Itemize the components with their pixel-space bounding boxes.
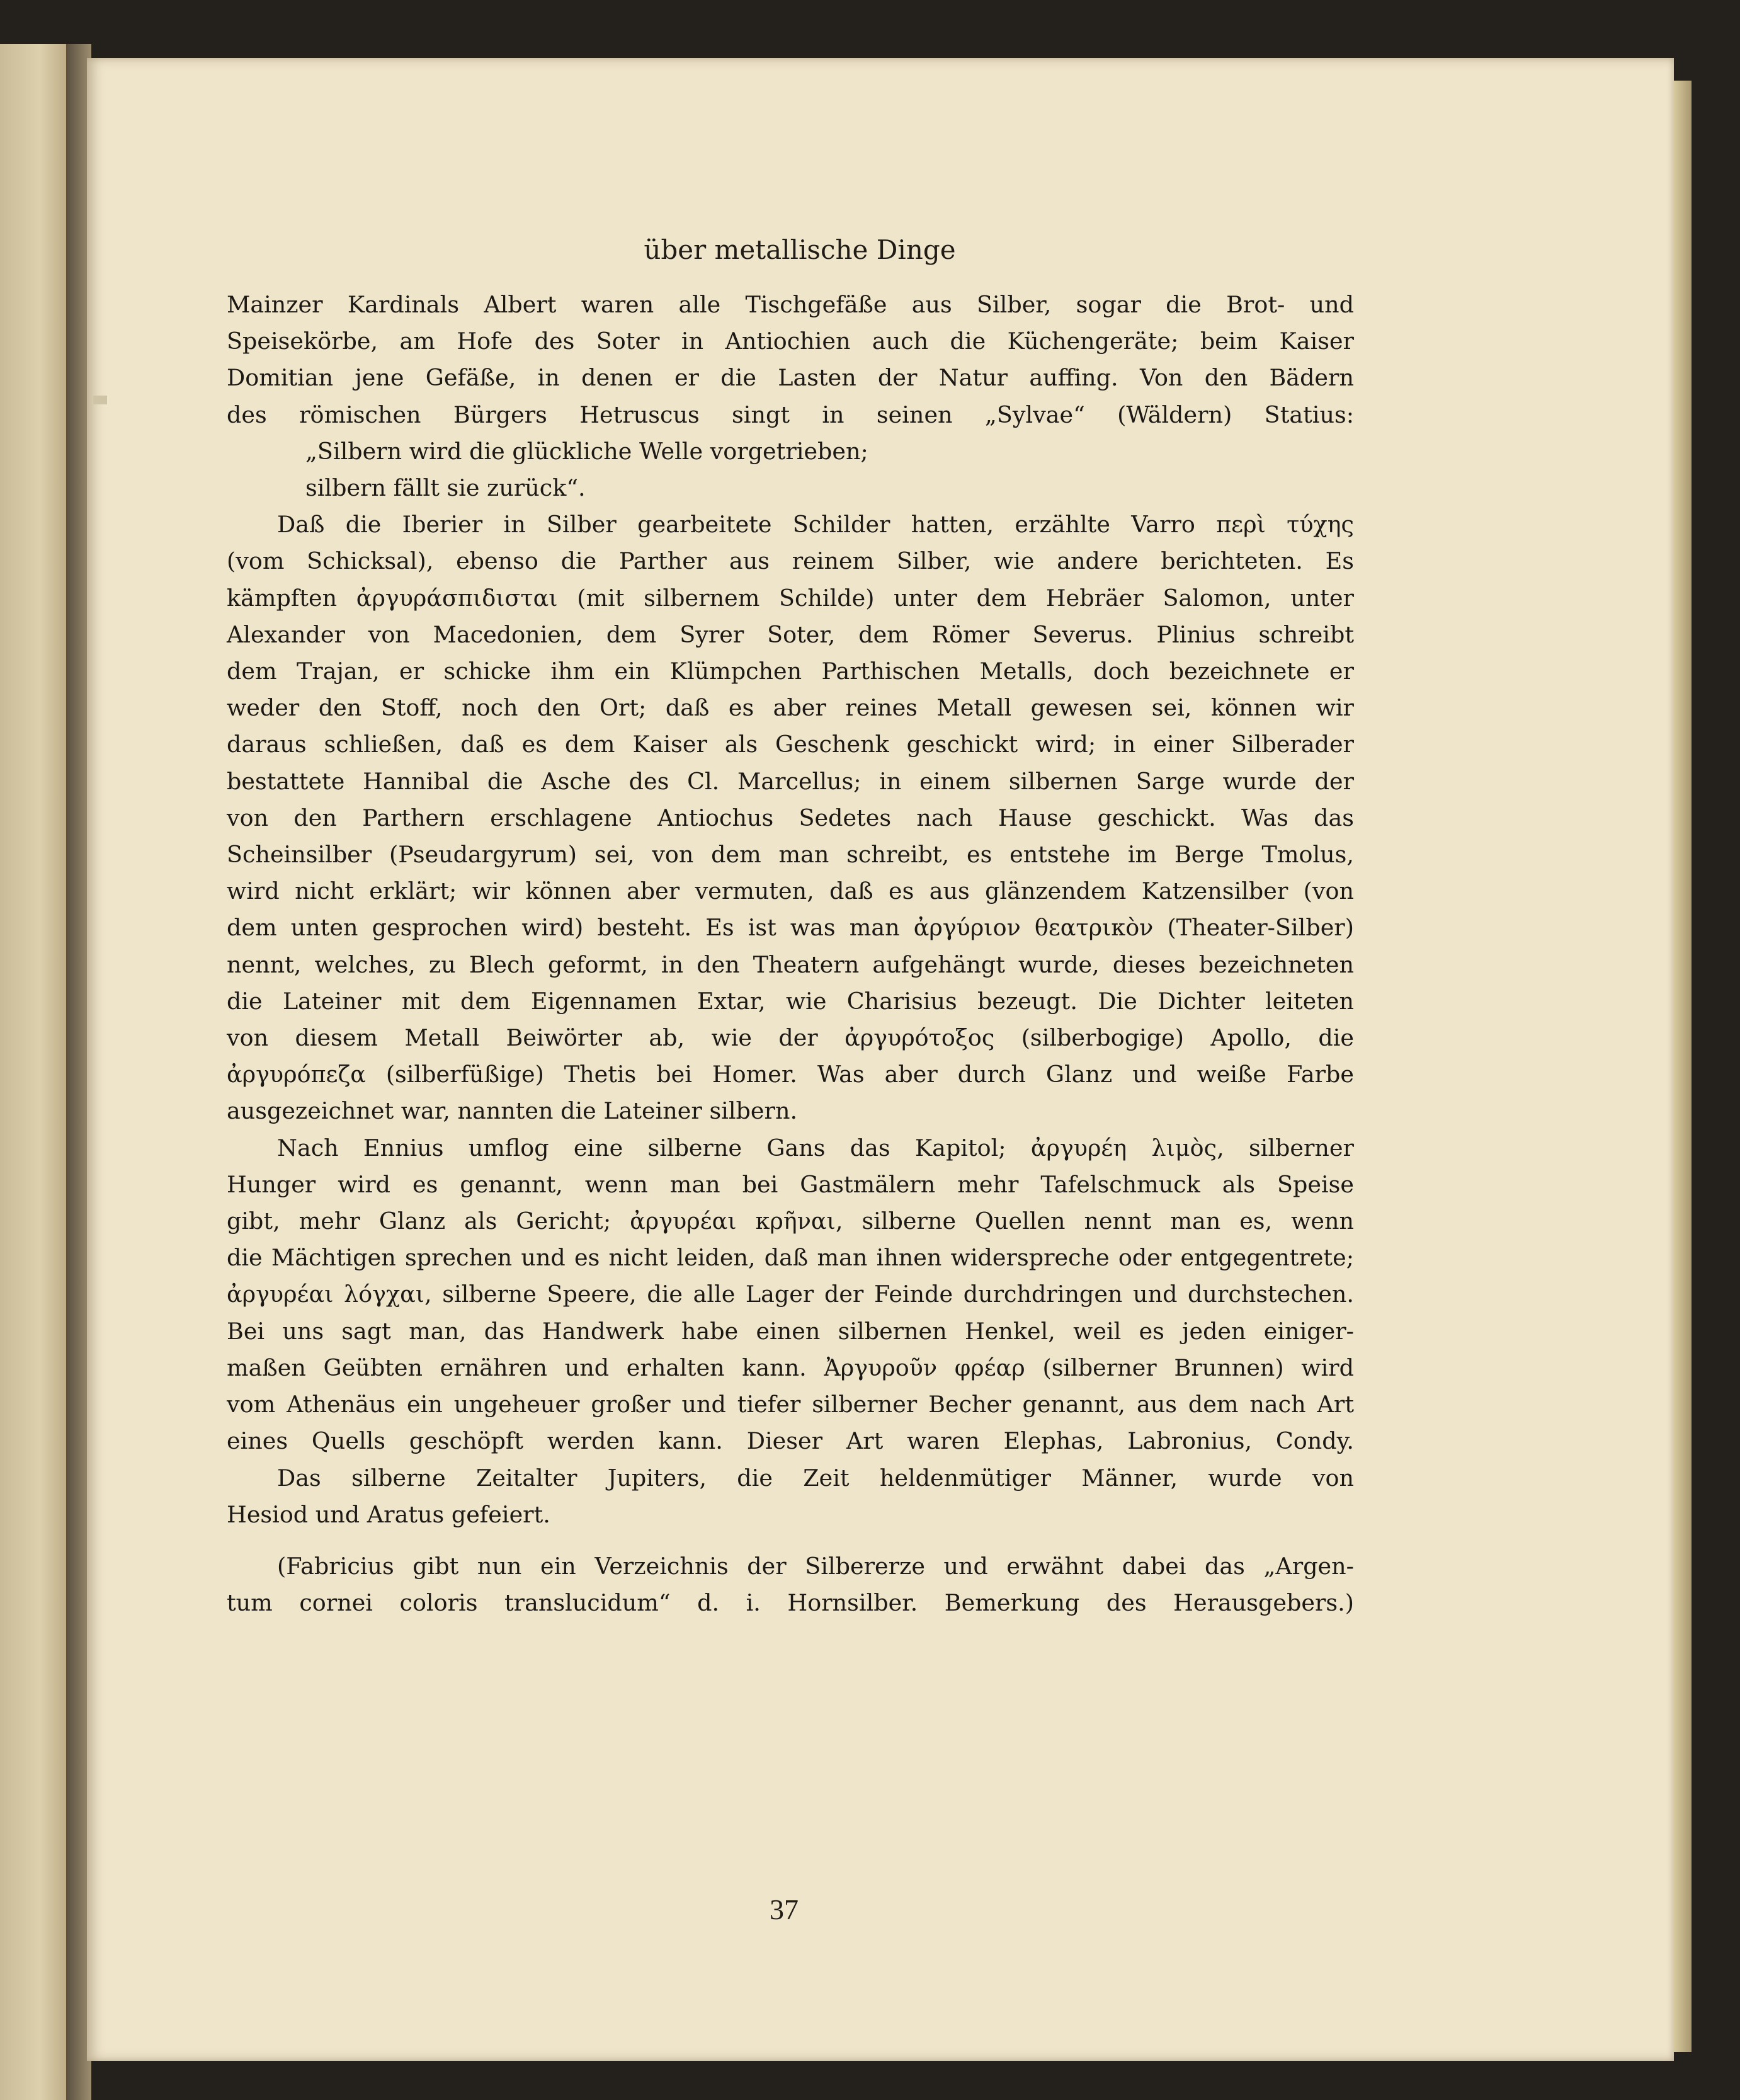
- page-edge: [1674, 81, 1692, 2052]
- text-line: die Lateiner mit dem Eigennamen Extar, wie Charisius bezeugt. Die Dichter leiteten: [227, 987, 1354, 1015]
- text-line: bestattete Hannibal die Asche des Cl. Marcellus; in einem silbernen Sarge wurde der: [227, 767, 1354, 795]
- paragraph-gap: [227, 1533, 1354, 1548]
- text-line: ἀργυρέαι λόγχαι, silberne Speere, die alle Lager der Feinde durchdringen und durchstechen.: [227, 1281, 1354, 1308]
- running-head: über metallische Dinge: [644, 234, 956, 265]
- text-line: Mainzer Kardinals Albert waren alle Tischgefäße aus Silber, sogar die Brot- und: [227, 291, 1354, 318]
- text-line: Nach Ennius umflog eine silberne Gans das Kapitol; ἀργυρέη λιμὸς, silberner: [277, 1134, 1354, 1161]
- text-line: Das silberne Zeitalter Jupiters, die Zeit heldenmütiger Männer, wurde von: [277, 1464, 1354, 1492]
- text-line: vom Athenäus ein ungeheuer großer und tiefer silberner Becher genannt, aus dem nach Art: [227, 1391, 1354, 1418]
- text-line: Bei uns sagt man, das Handwerk habe einen silbernen Henkel, weil es jeden einiger-: [227, 1317, 1354, 1345]
- text-line: von diesem Metall Beiwörter ab, wie der ἀργυρότοξος (silberbogige) Apollo, die: [227, 1024, 1354, 1052]
- page-mark: [93, 396, 107, 404]
- text-line: tum cornei coloris translucidum“ d. i. Hornsilber. Bemerkung des Herausgebers.): [227, 1589, 1354, 1617]
- text-line: kämpften ἀργυράσπιδισται (mit silbernem Schilde) unter dem Hebräer Salomon, unter: [227, 584, 1354, 612]
- text-line: Scheinsilber (Pseudargyrum) sei, von dem man schreibt, es entstehe im Berge Tmolus,: [227, 841, 1354, 869]
- text-line: (vom Schicksal), ebenso die Parther aus reinem Silber, wie andere berichteten. Es: [227, 547, 1354, 575]
- text-line: Hunger wird es genannt, wenn man bei Gastmälern mehr Tafelschmuck als Speise: [227, 1170, 1354, 1198]
- text-line: dem Trajan, er schicke ihm ein Klümpchen Parthischen Metalls, doch bezeichnete er: [227, 658, 1354, 685]
- text-line: ἀργυρόπεζα (silberfüßige) Thetis bei Homer. Was aber durch Glanz und weiße Farbe: [227, 1061, 1354, 1088]
- text-line: weder den Stoff, noch den Ort; daß es aber reines Metall gewesen sei, können wir: [227, 694, 1354, 722]
- previous-page-edge: [0, 44, 66, 2100]
- text-line: Daß die Iberier in Silber gearbeitete Schilder hatten, erzählte Varro περὶ τύχης: [277, 511, 1354, 539]
- text-line: (Fabricius gibt nun ein Verzeichnis der Silbererze und erwähnt dabei das „Argen-: [277, 1552, 1354, 1580]
- text-line: ausgezeichnet war, nannten die Lateiner silbern.: [227, 1097, 798, 1125]
- text-line: eines Quells geschöpft werden kann. Dieser Art waren Elephas, Labronius, Condy.: [227, 1427, 1354, 1455]
- text-line: gibt, mehr Glanz als Gericht; ἀργυρέαι κρῆναι, silberne Quellen nennt man es, wenn: [227, 1207, 1354, 1235]
- body-text: [227, 287, 1354, 1621]
- text-line: Alexander von Macedonien, dem Syrer Soter, dem Römer Severus. Plinius schreibt: [227, 620, 1354, 648]
- text-line: des römischen Bürgers Hetruscus singt in seinen „Sylvae“ (Wäldern) Statius:: [227, 401, 1354, 428]
- text-line: Speisekörbe, am Hofe des Soter in Antiochien auch die Küchengeräte; beim Kaiser: [227, 328, 1354, 355]
- text-line: von den Parthern erschlagene Antiochus Sedetes nach Hause geschickt. Was das: [227, 804, 1354, 831]
- text-line: maßen Geübten ernähren und erhalten kann. Ἀργυροῦν φρέαρ (silberner Brunnen) wird: [227, 1354, 1354, 1381]
- text-line: die Mächtigen sprechen und es nicht leiden, daß man ihnen widerspreche oder entgegentrete;: [227, 1244, 1354, 1272]
- text-line: Hesiod und Aratus gefeiert.: [227, 1500, 550, 1528]
- page-number: 37: [770, 1893, 799, 1926]
- quote-line: silbern fällt sie zurück“.: [305, 474, 586, 502]
- text-line: Domitian jene Gefäße, in denen er die Lasten der Natur auffing. Von den Bädern: [227, 364, 1354, 392]
- text-line: dem unten gesprochen wird) besteht. Es ist was man ἀργύριον θεατρικὸν (Theater-Silber): [227, 914, 1354, 942]
- text-line: daraus schließen, daß es dem Kaiser als Geschenk geschickt wird; in einer Silberader: [227, 731, 1354, 758]
- quote-line: „Silbern wird die glückliche Welle vorgetrieben;: [305, 437, 868, 465]
- text-line: nennt, welches, zu Blech geformt, in den Theatern aufgehängt wurde, dieses bezeichneten: [227, 950, 1354, 978]
- text-line: wird nicht erklärt; wir können aber vermuten, daß es aus glänzendem Katzensilber (von: [227, 877, 1354, 905]
